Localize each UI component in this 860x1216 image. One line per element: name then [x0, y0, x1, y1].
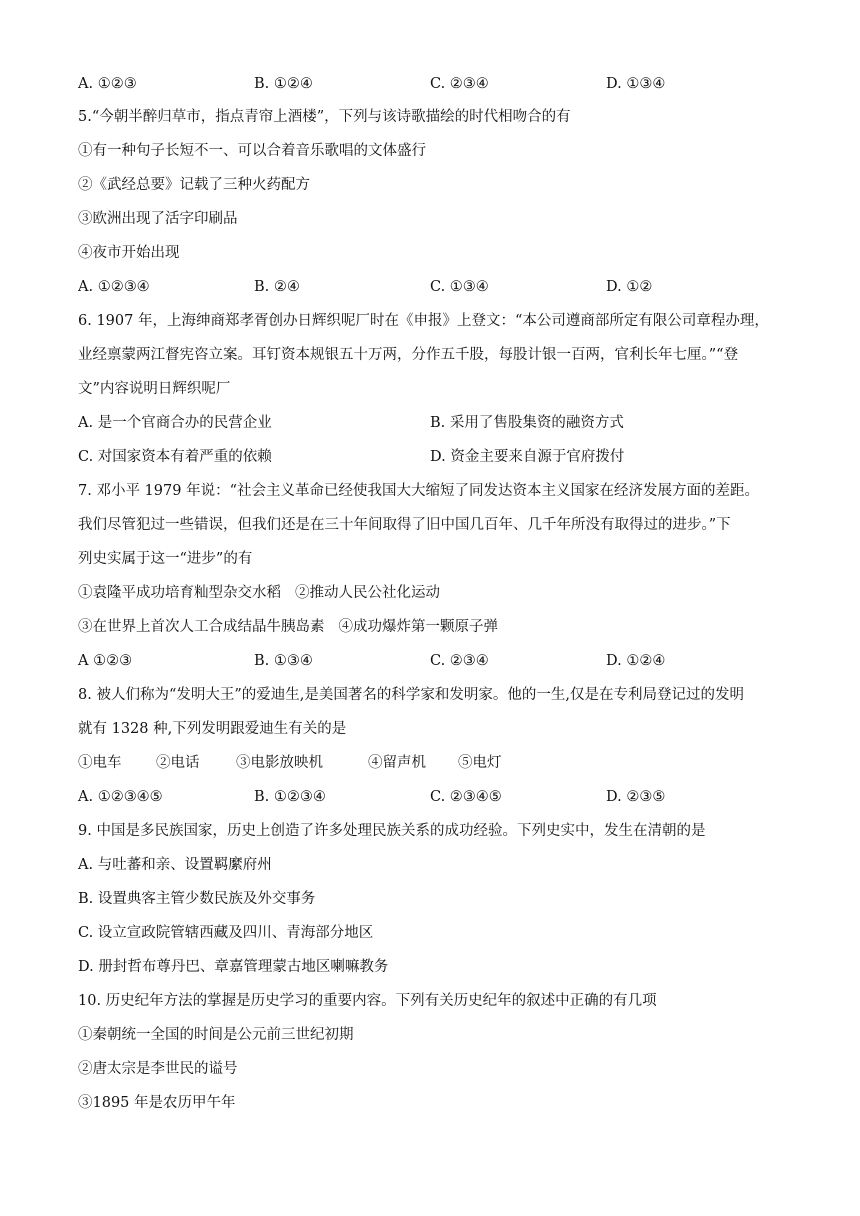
- q7-items-row-2: [78, 617, 788, 637]
- q8-option-c: C. ②③④⑤: [430, 789, 502, 805]
- q4-option-d: D. ①③④: [606, 76, 666, 92]
- q8-option-b: B. ①②③④: [254, 789, 326, 805]
- q5-stem: 5.“今朝半醉归草市，指点青帘上酒楼”，下列与该诗歌描绘的时代相吻合的有: [78, 109, 571, 125]
- q8-item-1: ①电车: [78, 755, 122, 771]
- q8-stem-line-1: 8. 被人们称为“发明大王”的爱迪生,是美国著名的科学家和发明家。他的一生,仅是在专利局登记过的发明: [78, 687, 744, 703]
- q5-item-3: ③欧洲出现了活字印刷品: [78, 211, 238, 227]
- q6-stem-line-3: 文”内容说明日辉织呢厂: [78, 381, 231, 397]
- q4-option-b: B. ①②④: [254, 76, 313, 92]
- q9-option-b: B. 设置典客主管少数民族及外交事务: [78, 891, 316, 907]
- q7-item-2: ②推动人民公社化运动: [295, 585, 440, 601]
- q10-stem: 10. 历史纪年方法的掌握是历史学习的重要内容。下列有关历史纪年的叙述中正确的有几项: [78, 993, 657, 1009]
- q5-option-d: D. ①②: [606, 279, 653, 295]
- q6-stem-line-2: 业经禀蒙两江督宪咨立案。耳钉资本规银五十万两，分作五千股，每股计银一百两，官利长年七厘。”“登: [78, 347, 739, 363]
- q8-item-2: ②电话: [156, 755, 200, 771]
- q5-item-1: ①有一种句子长短不一、可以合着音乐歌唱的文体盛行: [78, 143, 426, 159]
- q5-item-4: ④夜市开始出现: [78, 245, 180, 261]
- q5-option-c: C. ①③④: [430, 279, 489, 295]
- q9-option-a: A. 与吐蕃和亲、设置羁縻府州: [78, 857, 272, 873]
- q6-option-b: B. 采用了售股集资的融资方式: [430, 415, 624, 431]
- q9-option-c: C. 设立宣政院管辖西藏及四川、青海部分地区: [78, 925, 374, 941]
- q8-item-5: ⑤电灯: [458, 755, 502, 771]
- q7-option-a: A ①②③: [78, 653, 133, 669]
- q8-option-d: D. ②③⑤: [606, 789, 666, 805]
- q6-option-c: C. 对国家资本有着严重的依赖: [78, 449, 272, 465]
- q10-item-2: ②唐太宗是李世民的谥号: [78, 1061, 238, 1077]
- q4-option-a: A. ①②③: [78, 76, 137, 92]
- q6-option-a: A. 是一个官商合办的民营企业: [78, 415, 272, 431]
- q7-stem-line-3: 列史实属于这一“进步”的有: [78, 551, 253, 567]
- q10-item-1: ①秦朝统一全国的时间是公元前三世纪初期: [78, 1027, 354, 1043]
- q5-option-b: B. ②④: [254, 279, 300, 295]
- q10-item-3: ③1895 年是农历甲午年: [78, 1095, 236, 1111]
- q6-option-d: D. 资金主要来自源于官府拨付: [430, 449, 625, 465]
- q8-option-a: A. ①②③④⑤: [78, 789, 163, 805]
- q7-option-b: B. ①③④: [254, 653, 313, 669]
- q4-option-c: C. ②③④: [430, 76, 489, 92]
- q7-option-d: D. ①②④: [606, 653, 666, 669]
- q7-item-4: ④成功爆炸第一颗原子弹: [338, 619, 498, 635]
- q7-stem-line-1: 7. 邓小平 1979 年说：“社会主义革命已经使我国大大缩短了同发达资本主义国家在经济发展方面的差距。: [78, 483, 759, 499]
- q7-items-row-1: [78, 583, 788, 603]
- q7-stem-line-2: 我们尽管犯过一些错误，但我们还是在三十年间取得了旧中国几百年、几千年所没有取得过的进步。”下: [78, 517, 731, 533]
- q5-option-a: A. ①②③④: [78, 279, 150, 295]
- q7-option-c: C. ②③④: [430, 653, 489, 669]
- q7-item-1: ①袁隆平成功培育籼型杂交水稻: [78, 585, 281, 601]
- q7-item-3: ③在世界上首次人工合成结晶牛胰岛素: [78, 619, 325, 635]
- q8-stem-line-2: 就有 1328 种,下列发明跟爱迪生有关的是: [78, 721, 347, 737]
- q8-item-4: ④留声机: [368, 755, 426, 771]
- q8-item-3: ③电影放映机: [236, 755, 323, 771]
- q9-option-d: D. 册封哲布尊丹巴、章嘉管理蒙古地区喇嘛教务: [78, 959, 389, 975]
- q6-stem-line-1: 6. 1907 年，上海绅商郑孝胥创办日辉织呢厂时在《申报》上登文：“本公司遵商部所定有限公司章程办理，: [78, 313, 769, 329]
- q5-item-2: ②《武经总要》记载了三种火药配方: [78, 177, 310, 193]
- q9-stem: 9. 中国是多民族国家，历史上创造了许多处理民族关系的成功经验。下列史实中，发生在清朝的是: [78, 823, 706, 839]
